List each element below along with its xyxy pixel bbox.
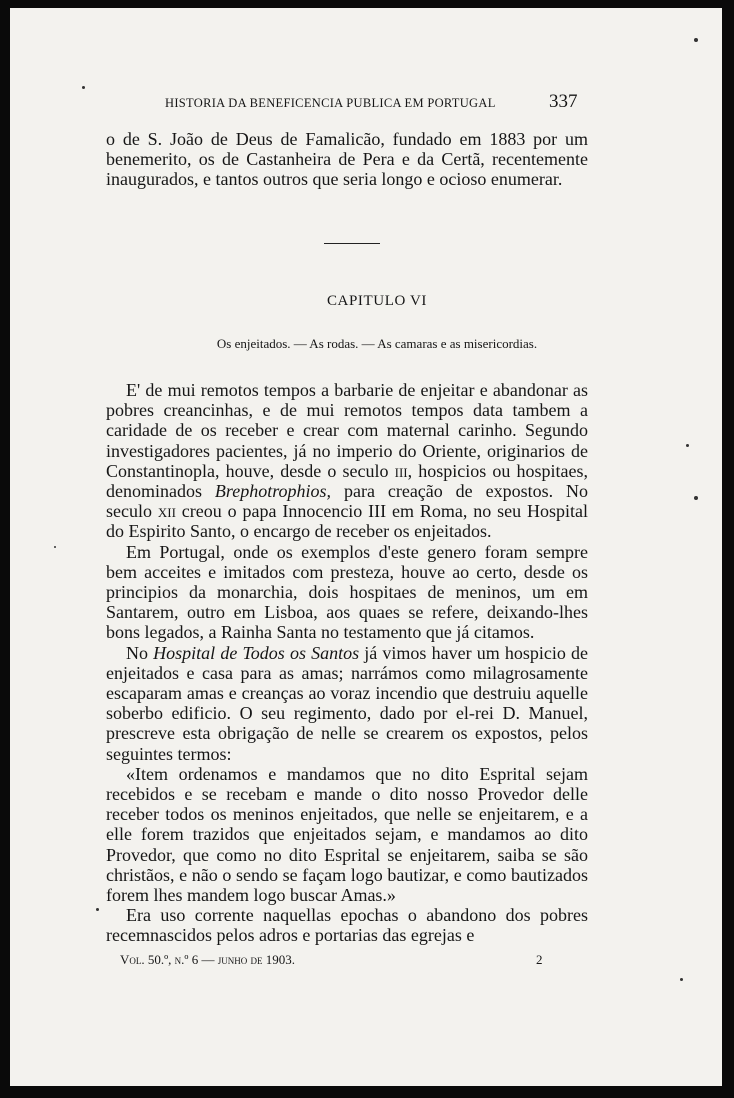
paper-speck <box>694 496 698 500</box>
paragraph-1-part-a: E' de mui remotos tempos a barbarie de enjeitar e abandonar as pobres creancinhas, e de mui remotos tempos data tambem a caridade de os receber e crear com maternal carinho. Segundo investigadores pacientes, já no imperio do Oriente, originarios de Constantinopla, houve, desde o seculo <box>106 380 588 481</box>
italic-hospital-name: Hospital de Todos os Santos <box>153 642 360 663</box>
paper-speck <box>686 444 689 447</box>
paragraph-1-part-c: para creação de expostos. No seculo <box>106 481 588 522</box>
intro-paragraph-block <box>106 129 588 190</box>
volume-line: Vol. 50.º, n.º 6 — junho de 1903. <box>120 952 295 967</box>
paragraph-1-part-d: creou o papa Innocencio III em Roma, no seu Hospital do Espirito Santo, o encargo de receber os enjeitados. <box>106 501 589 542</box>
book-page <box>10 8 722 1086</box>
chapter-title: CAPITULO VI <box>326 293 428 309</box>
paragraph-1-part-b: , hospicios ou hospitaes, denominados <box>106 460 588 502</box>
quoted-regulation: «Item ordenamos e mandamos que no dito Esprital sejam recebidos e se recebam e mande o dito nosso Provedor delle receber todos os meninos enjeitados, que nelle se enjeitarem, e a elle forem trazidos que enjeitados sejam, e mandamos ao dito Provedor, que como no dito Esprital se enjeitarem, saiba se são christãos, e não o sendo se façam logo bautizar, e como bautizados forem lhes mandem logo buscar Amas.» <box>106 763 588 906</box>
body-text <box>106 380 588 946</box>
chapter-summary: Os enjeitados. — As rodas. — As camaras e as misericordias. <box>216 336 538 351</box>
paragraph-5: Era uso corrente naquellas epochas o abandono dos pobres recemnascidos pelos adros e portarias das egrejas e <box>106 905 588 946</box>
running-head-title: HISTORIA DA BENEFICENCIA PUBLICA EM PORTUGAL <box>165 96 496 110</box>
paragraph-3-part-a: No <box>126 642 154 663</box>
paragraph-2: Em Portugal, onde os exemplos d'este genero foram sempre bem acceites e imitados com presteza, houve ao certo, desde os principios da monarchia, dois hospitaes de meninos, um em Santarem, outro em Lisboa, aos quaes se refere, deixando-lhes bons legados, a Rainha Santa no testamento que já citamos. <box>106 541 588 643</box>
paragraph-1 <box>106 380 588 542</box>
intro-paragraph: o de S. João de Deus de Famalicão, fundado em 1883 por um benemerito, os de Castanheira de Pera e da Certã, recentemente inaugurados, e tantos outros que seria longo e ocioso enumerar. <box>106 129 588 190</box>
roman-numeral-century-3: iii <box>394 460 408 481</box>
paper-speck <box>96 908 99 911</box>
paragraph-3 <box>106 643 588 764</box>
signature-mark: 2 <box>536 952 543 967</box>
section-divider <box>324 243 380 244</box>
paper-speck <box>680 978 683 981</box>
page-footer <box>10 952 722 970</box>
roman-numeral-century-12: xii <box>157 501 176 522</box>
running-header <box>10 91 722 116</box>
paper-speck <box>694 38 698 42</box>
page-number: 337 <box>549 91 578 112</box>
paper-speck <box>82 86 85 89</box>
paper-speck <box>54 546 56 548</box>
italic-term-brephotrophios: Brephotrophios, <box>214 481 332 502</box>
paragraph-3-part-b: já vimos haver um hospicio de enjeitados e casa para as amas; narrámos como milagrosamente escaparam amas e creanças ao voraz incendio que destruiu aquelle soberbo edificio. O seu regimento, dado por el-rei D. Manuel, prescreve esta obrigação de nelle se crearem os expostos, pelos seguintes termos: <box>106 642 589 764</box>
